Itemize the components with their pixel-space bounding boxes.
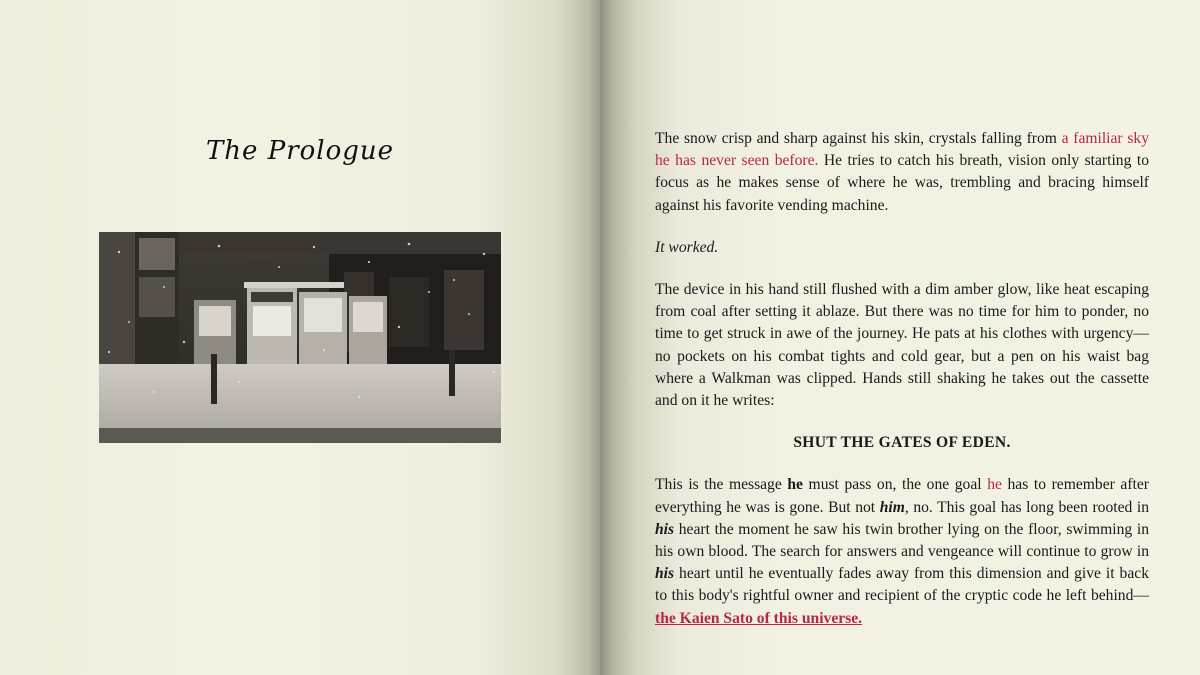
italic-line: It worked. [655, 238, 719, 256]
paragraph: The device in his hand still flushed with a dim amber glow, like heat escaping from coal after setting it ablaze. But there was no time for him to ponder, no time to get struck in awe of the journey. He pats at his clothes with urgency— no pockets on his combat tights and cold gear, but a pen on his waist bag where a Walkman was clipped. Hands still shaking he takes out the cassette and on it he writes: [655, 281, 1149, 410]
snowy-vending-machines-photo [99, 232, 501, 443]
highlighted-word: he [987, 476, 1002, 494]
text-run: He tries to catch his breath, vision only starting to focus as he makes sense of where he was, trembling and bracing himself against his favorite vending machine. [655, 152, 1149, 214]
text-run: heart the moment he saw his twin brother lying on the floor, swimming in his own blood. The search for answers and vengeance will continue to grow in [655, 520, 1149, 561]
chapter-title: The Prologue [205, 136, 395, 166]
bold-italic-word: his [655, 520, 675, 538]
text-run: has to remember after everything he was is gone. But not [655, 476, 1149, 516]
text-run: heart until he eventually fades away from this dimension and give it back to this body's rightful owner and recipient of the cryptic code he left behind— [655, 565, 1149, 605]
paragraph [655, 474, 1149, 629]
text-run: The snow crisp and sharp against his skin, crystals falling from [655, 130, 1062, 147]
kaien-sato-link[interactable]: the Kaien Sato of this universe. [655, 609, 863, 627]
paragraph [655, 128, 1149, 217]
cassette-message: SHUT THE GATES OF EDEN. [793, 434, 1011, 452]
text-run: This is the message [655, 476, 788, 494]
bold-italic-word: him [879, 498, 905, 516]
text-run: , no. This goal has long been rooted in [904, 498, 1150, 516]
highlighted-phrase: a familiar sky he has never seen before. [655, 130, 1149, 170]
bold-word: he [787, 476, 803, 494]
bold-italic-word: his [655, 565, 675, 583]
story-text [655, 128, 1149, 630]
text-run: must pass on, the one goal [802, 476, 988, 494]
